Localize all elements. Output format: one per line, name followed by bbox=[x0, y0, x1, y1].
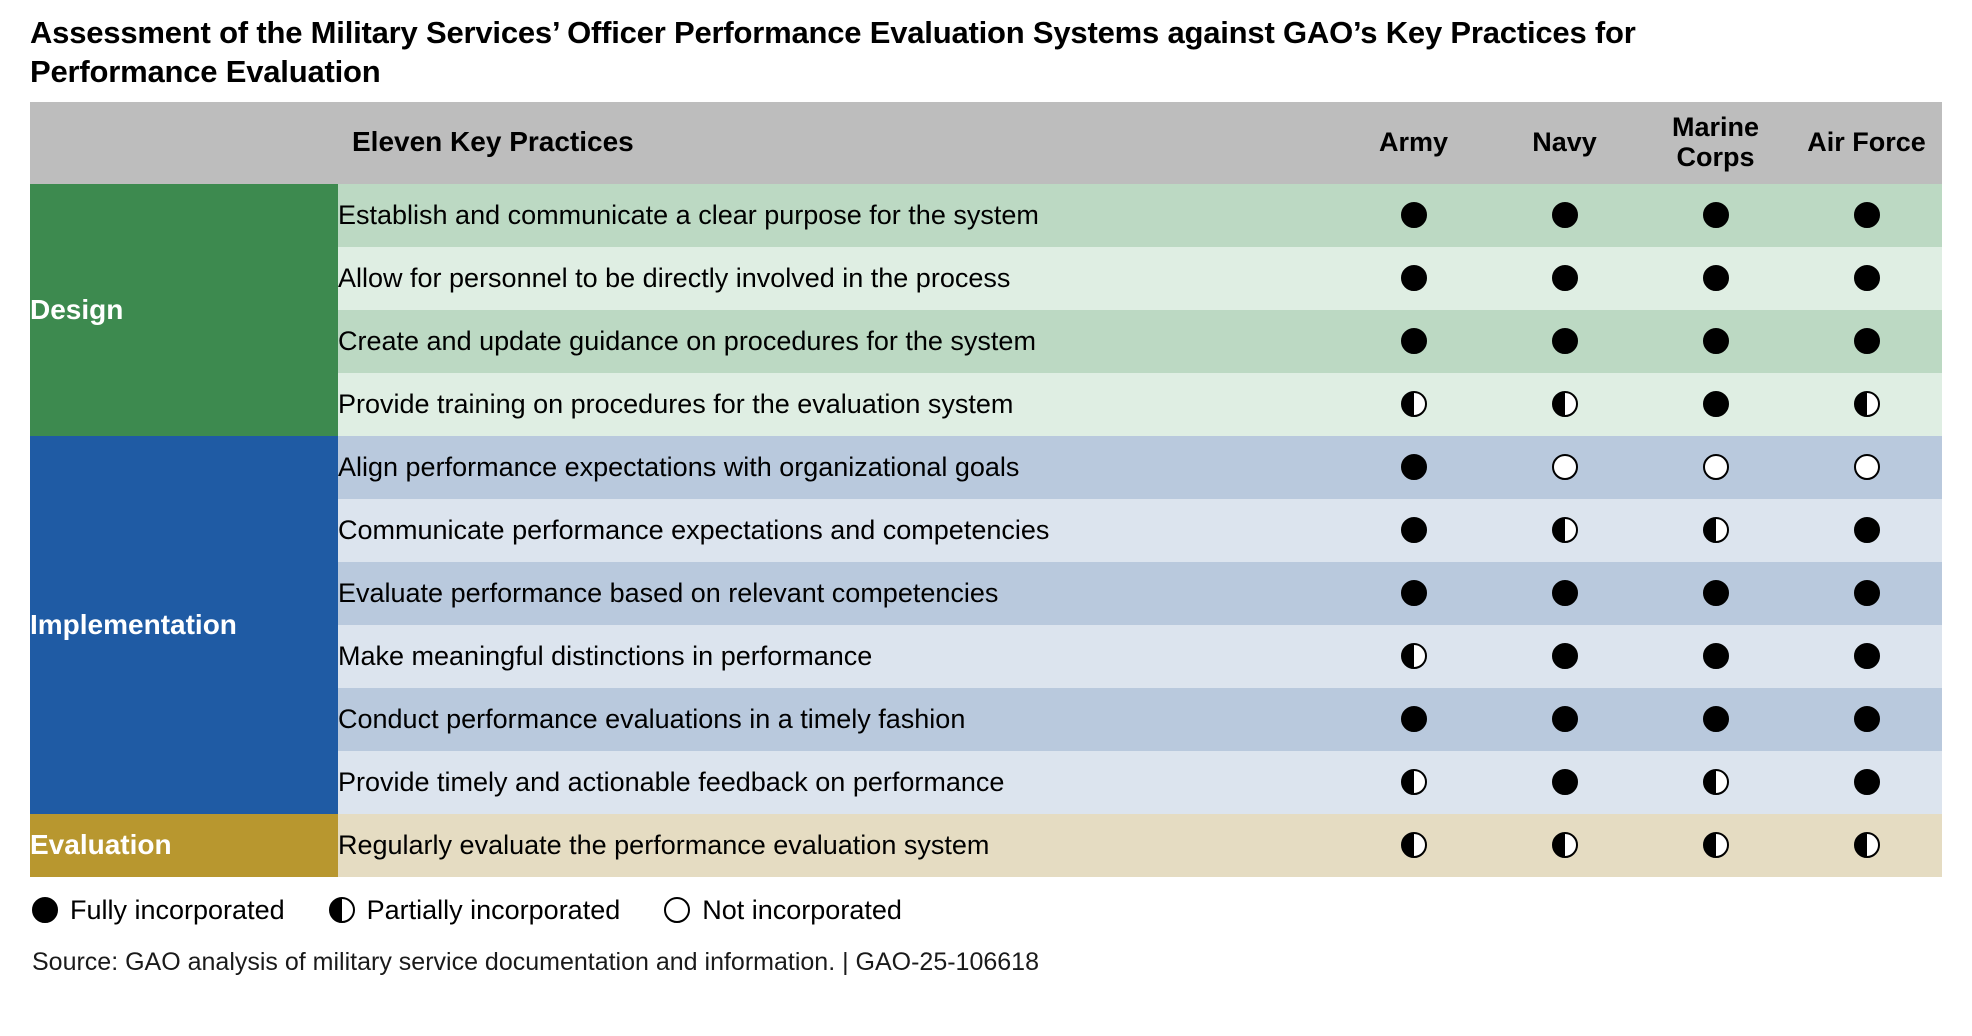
cell-design-1-army bbox=[1338, 247, 1489, 310]
half-circle-icon bbox=[1854, 391, 1880, 417]
cell-design-0-airforce bbox=[1791, 184, 1942, 247]
category-label-implementation: Implementation bbox=[30, 436, 338, 814]
full-circle-icon bbox=[1552, 769, 1578, 795]
cell-impl-0-airforce bbox=[1791, 436, 1942, 499]
full-circle-icon bbox=[1703, 265, 1729, 291]
cell-impl-1-marine bbox=[1640, 499, 1791, 562]
cell-impl-1-army bbox=[1338, 499, 1489, 562]
full-circle-icon bbox=[1854, 265, 1880, 291]
full-circle-icon bbox=[1854, 580, 1880, 606]
full-circle-icon bbox=[1401, 517, 1427, 543]
cell-impl-2-marine bbox=[1640, 562, 1791, 625]
cell-impl-3-army bbox=[1338, 625, 1489, 688]
full-circle-icon bbox=[1401, 328, 1427, 354]
cell-impl-4-marine bbox=[1640, 688, 1791, 751]
table-body bbox=[30, 184, 1942, 877]
half-circle-icon bbox=[1552, 832, 1578, 858]
full-circle-icon bbox=[1854, 202, 1880, 228]
cell-impl-4-airforce bbox=[1791, 688, 1942, 751]
cell-impl-2-navy bbox=[1489, 562, 1640, 625]
cell-design-0-marine bbox=[1640, 184, 1791, 247]
cell-eval-0-airforce bbox=[1791, 814, 1942, 877]
table-row bbox=[30, 814, 1942, 877]
cell-impl-5-marine bbox=[1640, 751, 1791, 814]
cell-design-1-marine bbox=[1640, 247, 1791, 310]
practice-label: Align performance expectations with organizational goals bbox=[338, 436, 1338, 499]
practice-label: Regularly evaluate the performance evaluation system bbox=[338, 814, 1338, 877]
full-circle-icon bbox=[1703, 580, 1729, 606]
cell-impl-3-airforce bbox=[1791, 625, 1942, 688]
header-category-blank bbox=[30, 102, 338, 184]
table-header bbox=[30, 102, 1942, 184]
half-circle-icon bbox=[1401, 832, 1427, 858]
full-circle-icon bbox=[1703, 202, 1729, 228]
cell-impl-3-marine bbox=[1640, 625, 1791, 688]
full-circle-icon bbox=[1854, 517, 1880, 543]
full-circle-icon bbox=[1552, 265, 1578, 291]
empty-circle-icon bbox=[1552, 454, 1578, 480]
half-circle-icon bbox=[1703, 517, 1729, 543]
empty-circle-icon bbox=[664, 897, 690, 923]
header-service-marine-corps: Marine Corps bbox=[1640, 102, 1791, 184]
half-circle-icon bbox=[1552, 391, 1578, 417]
category-label-design: Design bbox=[30, 184, 338, 436]
half-circle-icon bbox=[1401, 769, 1427, 795]
half-circle-icon bbox=[1552, 517, 1578, 543]
cell-impl-5-navy bbox=[1489, 751, 1640, 814]
cell-impl-1-airforce bbox=[1791, 499, 1942, 562]
legend bbox=[32, 895, 1932, 926]
full-circle-icon bbox=[1703, 643, 1729, 669]
header-service-air-force: Air Force bbox=[1791, 102, 1942, 184]
legend-label-partially: Partially incorporated bbox=[366, 894, 621, 925]
practice-label: Allow for personnel to be directly involved in the process bbox=[338, 247, 1338, 310]
cell-design-3-army bbox=[1338, 373, 1489, 436]
cell-eval-0-navy bbox=[1489, 814, 1640, 877]
legend-label-fully: Fully incorporated bbox=[70, 894, 285, 925]
cell-impl-5-airforce bbox=[1791, 751, 1942, 814]
cell-design-2-marine bbox=[1640, 310, 1791, 373]
half-circle-icon bbox=[1703, 832, 1729, 858]
practice-label: Make meaningful distinctions in performance bbox=[338, 625, 1338, 688]
cell-design-3-navy bbox=[1489, 373, 1640, 436]
cell-impl-0-navy bbox=[1489, 436, 1640, 499]
full-circle-icon bbox=[1854, 328, 1880, 354]
table-row bbox=[30, 436, 1942, 499]
cell-eval-0-marine bbox=[1640, 814, 1791, 877]
cell-impl-4-army bbox=[1338, 688, 1489, 751]
cell-design-1-airforce bbox=[1791, 247, 1942, 310]
practice-label: Create and update guidance on procedures for the system bbox=[338, 310, 1338, 373]
cell-design-0-navy bbox=[1489, 184, 1640, 247]
practice-label: Provide timely and actionable feedback on performance bbox=[338, 751, 1338, 814]
header-service-army: Army bbox=[1338, 102, 1489, 184]
cell-impl-2-army bbox=[1338, 562, 1489, 625]
full-circle-icon bbox=[1703, 391, 1729, 417]
practice-label: Provide training on procedures for the evaluation system bbox=[338, 373, 1338, 436]
full-circle-icon bbox=[32, 897, 58, 923]
cell-design-2-army bbox=[1338, 310, 1489, 373]
legend-item-not bbox=[664, 895, 902, 926]
legend-item-fully bbox=[32, 895, 285, 926]
half-circle-icon bbox=[1401, 643, 1427, 669]
page-title: Assessment of the Military Services’ Officer Performance Evaluation Systems against GAO’s Key Practices for Performance Evaluation bbox=[30, 15, 1636, 89]
cell-design-3-marine bbox=[1640, 373, 1791, 436]
cell-impl-2-airforce bbox=[1791, 562, 1942, 625]
cell-design-2-airforce bbox=[1791, 310, 1942, 373]
full-circle-icon bbox=[1703, 328, 1729, 354]
practice-label: Communicate performance expectations and competencies bbox=[338, 499, 1338, 562]
header-practices: Eleven Key Practices bbox=[338, 102, 1338, 184]
cell-impl-4-navy bbox=[1489, 688, 1640, 751]
full-circle-icon bbox=[1854, 706, 1880, 732]
header-service-navy: Navy bbox=[1489, 102, 1640, 184]
cell-impl-3-navy bbox=[1489, 625, 1640, 688]
empty-circle-icon bbox=[1854, 454, 1880, 480]
legend-label-not: Not incorporated bbox=[702, 894, 902, 925]
full-circle-icon bbox=[1552, 328, 1578, 354]
full-circle-icon bbox=[1552, 706, 1578, 732]
cell-eval-0-army bbox=[1338, 814, 1489, 877]
full-circle-icon bbox=[1552, 202, 1578, 228]
cell-impl-1-navy bbox=[1489, 499, 1640, 562]
practice-label: Establish and communicate a clear purpose for the system bbox=[338, 184, 1338, 247]
full-circle-icon bbox=[1401, 202, 1427, 228]
half-circle-icon bbox=[1703, 769, 1729, 795]
half-circle-icon bbox=[1854, 832, 1880, 858]
category-label-evaluation: Evaluation bbox=[30, 814, 338, 877]
source-note: Source: GAO analysis of military service documentation and information. | GAO-25-106618 bbox=[32, 947, 1039, 976]
table-row bbox=[30, 184, 1942, 247]
cell-design-1-navy bbox=[1489, 247, 1640, 310]
practice-label: Conduct performance evaluations in a timely fashion bbox=[338, 688, 1338, 751]
cell-design-2-navy bbox=[1489, 310, 1640, 373]
empty-circle-icon bbox=[1703, 454, 1729, 480]
full-circle-icon bbox=[1552, 580, 1578, 606]
half-circle-icon bbox=[329, 897, 355, 923]
full-circle-icon bbox=[1401, 580, 1427, 606]
assessment-matrix bbox=[30, 102, 1942, 877]
full-circle-icon bbox=[1854, 643, 1880, 669]
legend-item-partially bbox=[329, 895, 621, 926]
cell-impl-0-marine bbox=[1640, 436, 1791, 499]
full-circle-icon bbox=[1703, 706, 1729, 732]
cell-design-3-airforce bbox=[1791, 373, 1942, 436]
full-circle-icon bbox=[1401, 706, 1427, 732]
cell-impl-0-army bbox=[1338, 436, 1489, 499]
full-circle-icon bbox=[1854, 769, 1880, 795]
cell-design-0-army bbox=[1338, 184, 1489, 247]
full-circle-icon bbox=[1401, 454, 1427, 480]
practice-label: Evaluate performance based on relevant competencies bbox=[338, 562, 1338, 625]
half-circle-icon bbox=[1401, 391, 1427, 417]
full-circle-icon bbox=[1552, 643, 1578, 669]
cell-impl-5-army bbox=[1338, 751, 1489, 814]
full-circle-icon bbox=[1401, 265, 1427, 291]
